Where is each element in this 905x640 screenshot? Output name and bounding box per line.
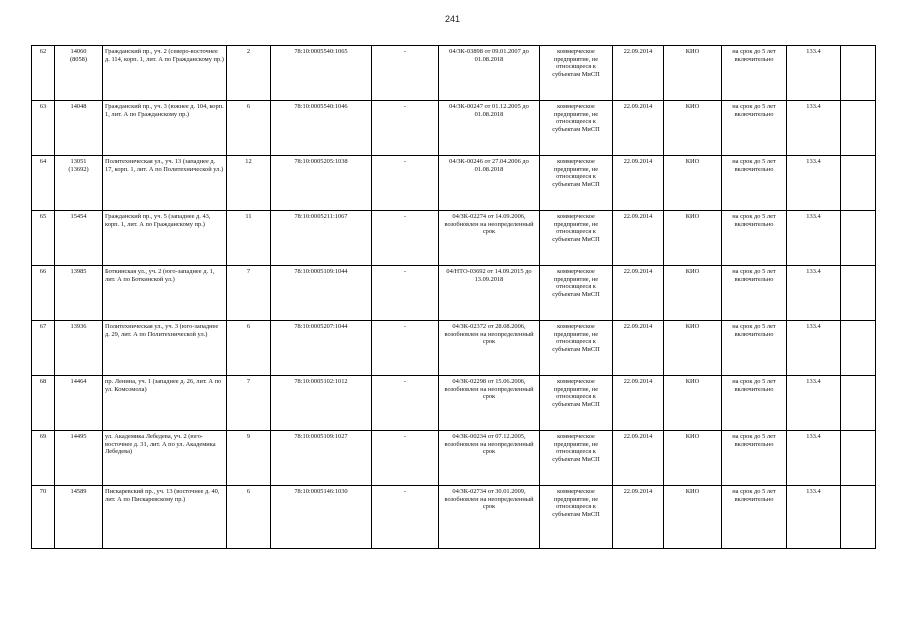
table-row (32, 46, 876, 101)
date-cell: 22.09.2014 (613, 431, 664, 486)
term-cell: на срок до 5 лет включительно (722, 486, 787, 549)
cadastral-number-cell: 78:10:0005540:1065 (271, 46, 372, 101)
table-row (32, 376, 876, 431)
area-cell: 6 (227, 321, 271, 376)
authority-cell: КИО (664, 266, 722, 321)
row-number-cell: 67 (32, 321, 55, 376)
row-number-cell: 65 (32, 211, 55, 266)
blank-cell (841, 101, 876, 156)
tenant-type-cell: коммерческое предприятие, не относящееся к субъектам МиСП (540, 156, 613, 211)
cadastral-number-cell: 78:10:0005207:1044 (271, 321, 372, 376)
blank-cell (841, 211, 876, 266)
object-id-cell: 14060 (8058) (55, 46, 103, 101)
dash-cell: - (372, 376, 439, 431)
blank-cell (841, 376, 876, 431)
authority-cell: КИО (664, 431, 722, 486)
area-cell: 12 (227, 156, 271, 211)
object-id-cell: 14464 (55, 376, 103, 431)
row-number-cell: 70 (32, 486, 55, 549)
code-cell: 133.4 (787, 266, 841, 321)
table-row (32, 156, 876, 211)
code-cell: 133.4 (787, 431, 841, 486)
code-cell: 133.4 (787, 321, 841, 376)
address-cell: Гражданский пр., уч. 2 (северо-восточнее д. 114, корп. 1, лит. А по Гражданскому пр.) (103, 46, 227, 101)
date-cell: 22.09.2014 (613, 266, 664, 321)
term-cell: на срок до 5 лет включительно (722, 431, 787, 486)
code-cell: 133.4 (787, 156, 841, 211)
dash-cell: - (372, 431, 439, 486)
object-id-cell: 14048 (55, 101, 103, 156)
date-cell: 22.09.2014 (613, 376, 664, 431)
term-cell: на срок до 5 лет включительно (722, 376, 787, 431)
dash-cell: - (372, 101, 439, 156)
area-cell: 7 (227, 376, 271, 431)
code-cell: 133.4 (787, 101, 841, 156)
tenant-type-cell: коммерческое предприятие, не относящееся к субъектам МиСП (540, 46, 613, 101)
date-cell: 22.09.2014 (613, 101, 664, 156)
tenant-type-cell: коммерческое предприятие, не относящееся к субъектам МиСП (540, 211, 613, 266)
contract-cell: 04/ЗК-00246 от 27.04.2006 до 01.08.2018 (439, 156, 540, 211)
date-cell: 22.09.2014 (613, 321, 664, 376)
table-row (32, 431, 876, 486)
blank-cell (841, 431, 876, 486)
date-cell: 22.09.2014 (613, 46, 664, 101)
object-id-cell: 14589 (55, 486, 103, 549)
date-cell: 22.09.2014 (613, 211, 664, 266)
dash-cell: - (372, 46, 439, 101)
area-cell: 11 (227, 211, 271, 266)
area-cell: 9 (227, 431, 271, 486)
tenant-type-cell: коммерческое предприятие, не относящееся к субъектам МиСП (540, 431, 613, 486)
address-cell: Политехническая ул., уч. 13 (западнее д. 17, корп. 1, лит. А по Политехнической ул.) (103, 156, 227, 211)
term-cell: на срок до 5 лет включительно (722, 46, 787, 101)
cadastral-number-cell: 78:10:0005109:1027 (271, 431, 372, 486)
authority-cell: КИО (664, 101, 722, 156)
address-cell: Пискаревский пр., уч. 13 (восточнее д. 40, лит. А по Пискаревскому пр.) (103, 486, 227, 549)
cadastral-number-cell: 78:10:0005146:1030 (271, 486, 372, 549)
cadastral-number-cell: 78:10:0005205:1038 (271, 156, 372, 211)
authority-cell: КИО (664, 156, 722, 211)
tenant-type-cell: коммерческое предприятие, не относящееся к субъектам МиСП (540, 486, 613, 549)
area-cell: 6 (227, 101, 271, 156)
blank-cell (841, 486, 876, 549)
authority-cell: КИО (664, 211, 722, 266)
code-cell: 133.4 (787, 486, 841, 549)
authority-cell: КИО (664, 321, 722, 376)
contract-cell: 04/ЗК-02298 от 15.06.2006, возобновлен на неопределенный срок (439, 376, 540, 431)
address-cell: Политехническая ул., уч. 3 (юго-западнее д. 29, лит. А по Политехнической ул.) (103, 321, 227, 376)
object-id-cell: 15454 (55, 211, 103, 266)
dash-cell: - (372, 321, 439, 376)
date-cell: 22.09.2014 (613, 486, 664, 549)
cadastral-number-cell: 78:10:0005102:1012 (271, 376, 372, 431)
code-cell: 133.4 (787, 46, 841, 101)
term-cell: на срок до 5 лет включительно (722, 266, 787, 321)
contract-cell: 04/ЗК-00247 от 01.12.2005 до 01.08.2018 (439, 101, 540, 156)
authority-cell: КИО (664, 486, 722, 549)
page-number: 241 (444, 14, 461, 24)
term-cell: на срок до 5 лет включительно (722, 211, 787, 266)
contract-cell: 04/ЗК-03898 от 09.01.2007 до 01.08.2018 (439, 46, 540, 101)
area-cell: 6 (227, 486, 271, 549)
dash-cell: - (372, 156, 439, 211)
row-number-cell: 68 (32, 376, 55, 431)
address-cell: Гражданский пр., уч. 5 (западнее д. 43, корп. 1, лит. А по Гражданскому пр.) (103, 211, 227, 266)
dash-cell: - (372, 211, 439, 266)
object-id-cell: 13985 (55, 266, 103, 321)
code-cell: 133.4 (787, 211, 841, 266)
blank-cell (841, 156, 876, 211)
term-cell: на срок до 5 лет включительно (722, 321, 787, 376)
row-number-cell: 69 (32, 431, 55, 486)
dash-cell: - (372, 486, 439, 549)
cadastral-number-cell: 78:10:0005540:1046 (271, 101, 372, 156)
authority-cell: КИО (664, 46, 722, 101)
blank-cell (841, 321, 876, 376)
authority-cell: КИО (664, 376, 722, 431)
blank-cell (841, 46, 876, 101)
table-row (32, 101, 876, 156)
term-cell: на срок до 5 лет включительно (722, 101, 787, 156)
object-id-cell: 14495 (55, 431, 103, 486)
contract-cell: 04/ЗК-00234 от 07.12.2005, возобновлен на неопределенный срок (439, 431, 540, 486)
table-row (32, 266, 876, 321)
contract-cell: 04/ЗК-02372 от 28.08.2006, возобновлен на неопределенный срок (439, 321, 540, 376)
term-cell: на срок до 5 лет включительно (722, 156, 787, 211)
object-id-cell: 13051 (13692) (55, 156, 103, 211)
contract-cell: 04/НТО-03692 от 14.09.2015 до 13.09.2018 (439, 266, 540, 321)
code-cell: 133.4 (787, 376, 841, 431)
tenant-type-cell: коммерческое предприятие, не относящееся к субъектам МиСП (540, 376, 613, 431)
row-number-cell: 66 (32, 266, 55, 321)
cadastral-number-cell: 78:10:0005211:1067 (271, 211, 372, 266)
area-cell: 2 (227, 46, 271, 101)
address-cell: Гражданский пр., уч. 3 (южнее д. 104, корп. 1, лит. А по Гражданскому пр.) (103, 101, 227, 156)
cadastral-number-cell: 78:10:0005109:1044 (271, 266, 372, 321)
date-cell: 22.09.2014 (613, 156, 664, 211)
row-number-cell: 63 (32, 101, 55, 156)
dash-cell: - (372, 266, 439, 321)
tenant-type-cell: коммерческое предприятие, не относящееся к субъектам МиСП (540, 321, 613, 376)
table-row (32, 486, 876, 549)
address-cell: Боткинская ул., уч. 2 (юго-западнее д. 1, лит. А по Боткинской ул.) (103, 266, 227, 321)
row-number-cell: 62 (32, 46, 55, 101)
area-cell: 7 (227, 266, 271, 321)
object-id-cell: 13936 (55, 321, 103, 376)
contract-cell: 04/ЗК-02274 от 14.09.2006, возобновлен на неопределенный срок (439, 211, 540, 266)
tenant-type-cell: коммерческое предприятие, не относящееся к субъектам МиСП (540, 266, 613, 321)
contract-cell: 04/ЗК-02734 от 30.01.2009, возобновлен на неопределенный срок (439, 486, 540, 549)
blank-cell (841, 266, 876, 321)
tenant-type-cell: коммерческое предприятие, не относящееся к субъектам МиСП (540, 101, 613, 156)
registry-table (31, 45, 876, 549)
table-row (32, 321, 876, 376)
address-cell: пр. Ленина, уч. 1 (западнее д. 26, лит. А по ул. Комсомола) (103, 376, 227, 431)
table-row (32, 211, 876, 266)
address-cell: ул. Академика Лебедева, уч. 2 (юго-восточнее д. 31, лит. А по ул. Академика Лебедева) (103, 431, 227, 486)
row-number-cell: 64 (32, 156, 55, 211)
